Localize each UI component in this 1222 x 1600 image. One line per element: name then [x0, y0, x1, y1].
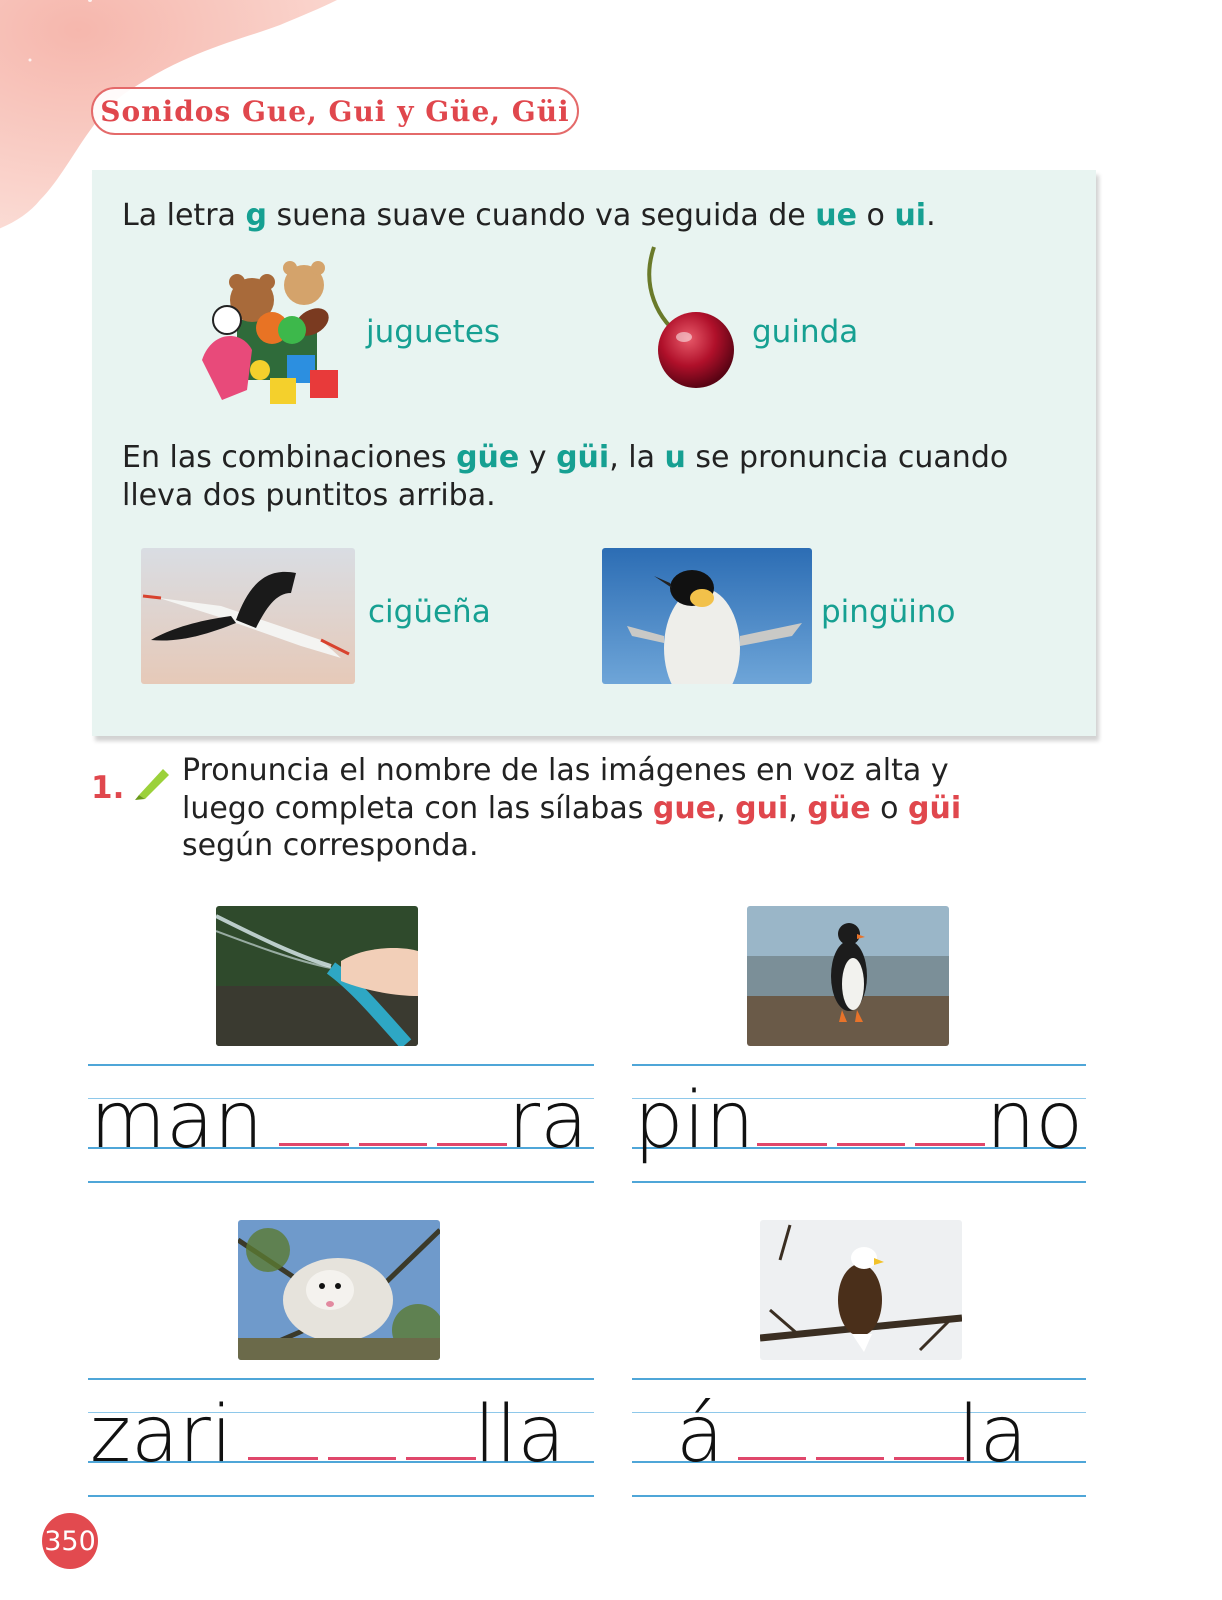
- guide-line: [88, 1495, 594, 1497]
- answer-blank[interactable]: [915, 1143, 985, 1146]
- guide-line: [632, 1181, 1086, 1183]
- stork-photo: [141, 548, 355, 684]
- hose-photo: [216, 906, 418, 1046]
- word-suffix-no: no: [986, 1076, 1084, 1166]
- guide-line: [632, 1495, 1086, 1497]
- word-suffix-lla: lla: [474, 1390, 566, 1480]
- penguin-photo: [602, 548, 812, 684]
- answer-blank[interactable]: [248, 1457, 318, 1460]
- example-word-pinguino: pingüino: [821, 594, 956, 630]
- cherry-image: [636, 245, 746, 395]
- page-number: 350: [42, 1513, 98, 1569]
- eagle-photo: [760, 1220, 962, 1360]
- exercise-instruction-line2: luego completa con las sílabas gue, gui, güe o güi: [182, 791, 962, 826]
- answer-blank[interactable]: [816, 1457, 884, 1460]
- answer-blank[interactable]: [757, 1143, 827, 1146]
- answer-blank[interactable]: [894, 1457, 964, 1460]
- exercise-instruction-line3: según corresponda.: [182, 828, 479, 863]
- answer-blank[interactable]: [406, 1457, 476, 1460]
- word-suffix-la: la: [958, 1390, 1028, 1480]
- example-word-guinda: guinda: [752, 314, 859, 350]
- pencil-icon: [133, 765, 173, 801]
- opossum-photo: [238, 1220, 440, 1360]
- word-prefix-pin: pin: [634, 1076, 755, 1166]
- example-word-ciguena: cigüeña: [368, 594, 491, 630]
- word-prefix-zari: zari: [90, 1390, 233, 1480]
- guide-line: [88, 1181, 594, 1183]
- penguin-standing-photo: [747, 906, 949, 1046]
- rule2-text-line2: lleva dos puntitos arriba.: [122, 478, 496, 513]
- word-prefix-a: á: [676, 1390, 724, 1480]
- rule2-text-line1: En las combinaciones güe y güi, la u se pronuncia cuando: [122, 440, 1009, 475]
- guide-line: [632, 1064, 1086, 1066]
- example-word-juguetes: juguetes: [366, 314, 501, 350]
- answer-blank[interactable]: [328, 1457, 396, 1460]
- word-suffix-ra: ra: [508, 1076, 588, 1166]
- section-title-pill: [91, 87, 579, 135]
- answer-blank[interactable]: [279, 1143, 349, 1146]
- guide-line: [632, 1378, 1086, 1380]
- guide-line: [88, 1064, 594, 1066]
- exercise-instruction-line1: Pronuncia el nombre de las imágenes en voz alta y: [182, 753, 949, 788]
- rule1-text: La letra g suena suave cuando va seguida de ue o ui.: [122, 198, 936, 233]
- section-title: Sonidos Gue, Gui y Güe, Güi: [100, 94, 570, 128]
- word-prefix-man: man: [90, 1076, 264, 1166]
- answer-blank[interactable]: [738, 1457, 806, 1460]
- answer-blank[interactable]: [359, 1143, 427, 1146]
- answer-blank[interactable]: [837, 1143, 905, 1146]
- toys-image: [192, 250, 352, 410]
- guide-line: [88, 1378, 594, 1380]
- exercise-number: 1.: [91, 770, 125, 806]
- answer-blank[interactable]: [437, 1143, 507, 1146]
